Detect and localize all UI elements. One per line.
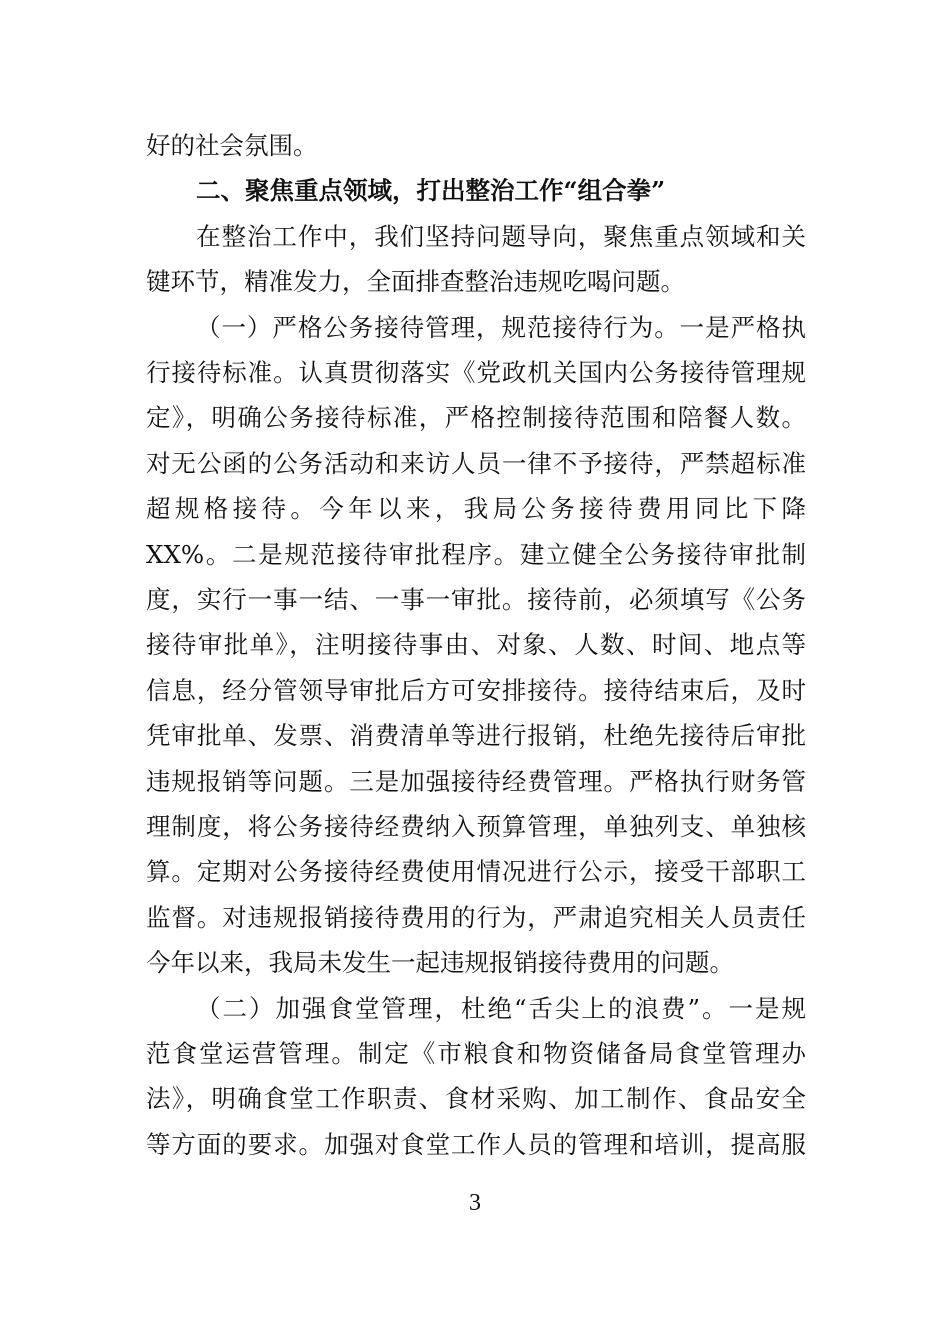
body-text-line: 在整治工作中，我们坚持问题导向，聚焦重点领域和关 [196, 222, 806, 251]
body-text-line: 定》，明确公务接待标准，严格控制接待范围和陪餐人数。 [146, 403, 806, 432]
body-text-line: 凭审批单、发票、消费清单等进行报销，杜绝先接待后审批 [146, 721, 806, 750]
body-text-line: 对无公函的公务活动和来访人员一律不予接待，严禁超标准 [146, 449, 806, 478]
body-text-line: 度，实行一事一结、一事一审批。接待前，必须填写《公务 [146, 585, 806, 614]
body-text-line: 监督。对违规报销接待费用的行为，严肃追究相关人员责任 [146, 903, 806, 932]
body-text-line: 信息，经分管领导审批后方可安排接待。接待结束后，及时 [146, 676, 806, 705]
body-text-line: 接待审批单》，注明接待事由、对象、人数、时间、地点等 [146, 630, 806, 659]
body-text-line: 算。定期对公务接待经费使用情况进行公示，接受干部职工 [146, 857, 806, 886]
page-number: 3 [469, 1190, 481, 1216]
body-text-line: 好的社会氛围。 [146, 131, 318, 160]
body-text-line: 违规报销等问题。三是加强接待经费管理。严格执行财务管 [146, 767, 806, 796]
body-text-line: 行接待标准。认真贯彻落实《党政机关国内公务接待管理规 [146, 358, 806, 387]
body-text-line: XX%。二是规范接待审批程序。建立健全公务接待审批制 [146, 540, 806, 569]
section-heading: 二、聚焦重点领域，打出整治工作“组合拳” [196, 176, 666, 205]
body-text-line: 等方面的要求。加强对食堂工作人员的管理和培训，提高服 [146, 1130, 806, 1159]
body-text-line: 超规格接待。今年以来，我局公务接待费用同比下降 [146, 494, 806, 523]
body-text-line: 法》，明确食堂工作职责、食材采购、加工制作、食品安全 [146, 1084, 806, 1113]
subheading-line: （二）加强食堂管理，杜绝“舌尖上的浪费”。一是规 [196, 994, 806, 1023]
body-text-line: 今年以来，我局未发生一起违规报销接待费用的问题。 [146, 948, 734, 977]
body-text-line: 理制度，将公务接待经费纳入预算管理，单独列支、单独核 [146, 812, 806, 841]
subheading-line: （一）严格公务接待管理，规范接待行为。一是严格执 [196, 313, 806, 342]
body-text-line: 范食堂运营管理。制定《市粮食和物资储备局食堂管理办 [146, 1039, 806, 1068]
body-text-line: 键环节，精准发力，全面排查整治违规吃喝问题。 [146, 267, 685, 296]
